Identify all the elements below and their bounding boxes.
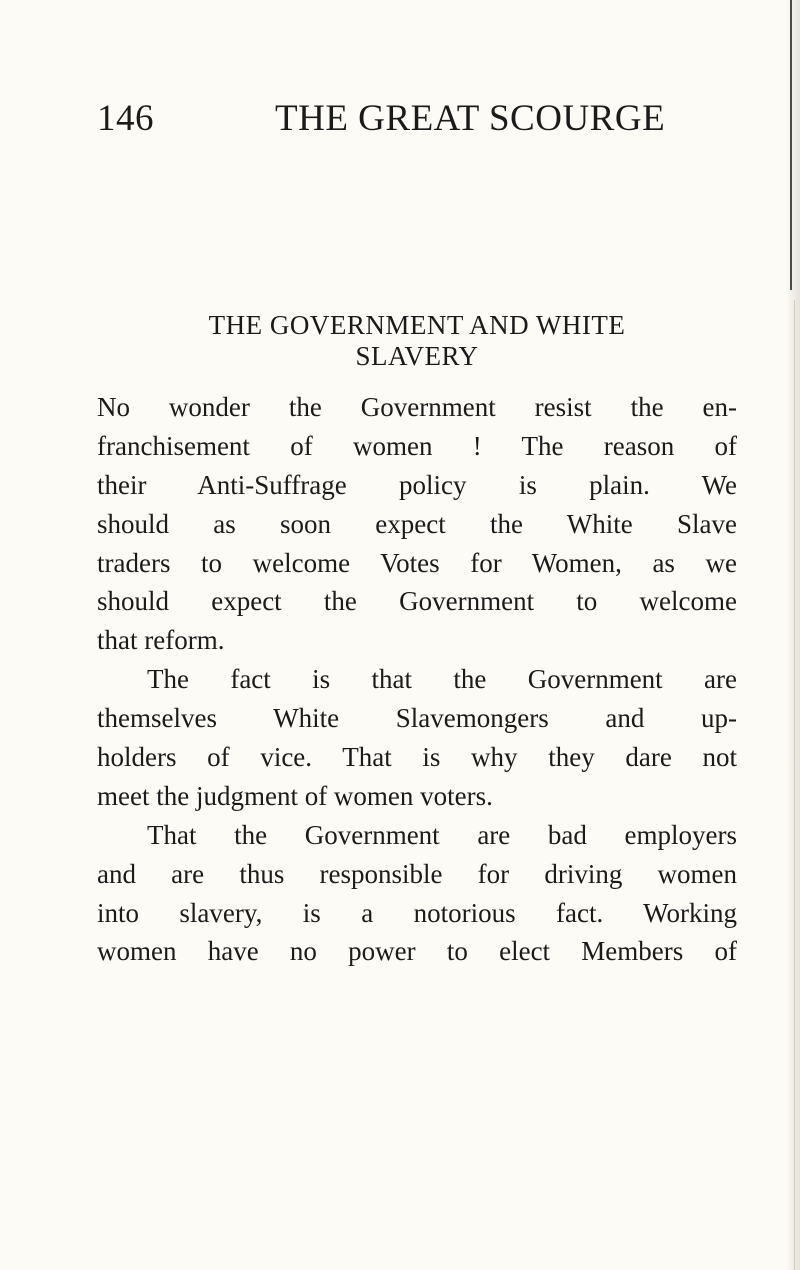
chapter-title-line-2: SLAVERY bbox=[355, 341, 479, 371]
chapter-title-line-1: THE GOVERNMENT AND WHITE bbox=[208, 310, 626, 340]
chapter-title bbox=[97, 310, 737, 372]
text-line: meet the judgment of women voters. bbox=[97, 780, 493, 811]
text-line: women have no power to elect Members of bbox=[97, 936, 737, 967]
running-header bbox=[97, 97, 717, 147]
text-line: The fact is that the Government are bbox=[147, 664, 737, 695]
text-line: should expect the Government to welcome bbox=[97, 586, 737, 617]
page-edge-line bbox=[790, 0, 792, 290]
text-line: No wonder the Government resist the en- bbox=[97, 392, 737, 422]
body-text bbox=[97, 388, 737, 971]
text-line: franchisement of women ! The reason of bbox=[97, 430, 737, 461]
text-line: holders of vice. That is why they dare not bbox=[97, 742, 737, 773]
page-number: 146 bbox=[97, 98, 154, 139]
text-line: their Anti-Suffrage policy is plain. We bbox=[97, 469, 737, 500]
text-line: themselves White Slavemongers and up- bbox=[97, 703, 737, 734]
text-line: should as soon expect the White Slave bbox=[97, 508, 737, 539]
text-line: traders to welcome Votes for Women, as we bbox=[97, 547, 737, 578]
text-line: that reform. bbox=[97, 625, 225, 656]
text-line: That the Government are bad employers bbox=[147, 819, 737, 850]
page-edge-line-faint bbox=[794, 300, 795, 1270]
running-title: THE GREAT SCOURGE bbox=[275, 98, 666, 139]
text-line: into slavery, is a notorious fact. Working bbox=[97, 897, 737, 928]
text-line: and are thus responsible for driving women bbox=[97, 858, 737, 889]
page-edge-shadow bbox=[786, 0, 800, 1270]
